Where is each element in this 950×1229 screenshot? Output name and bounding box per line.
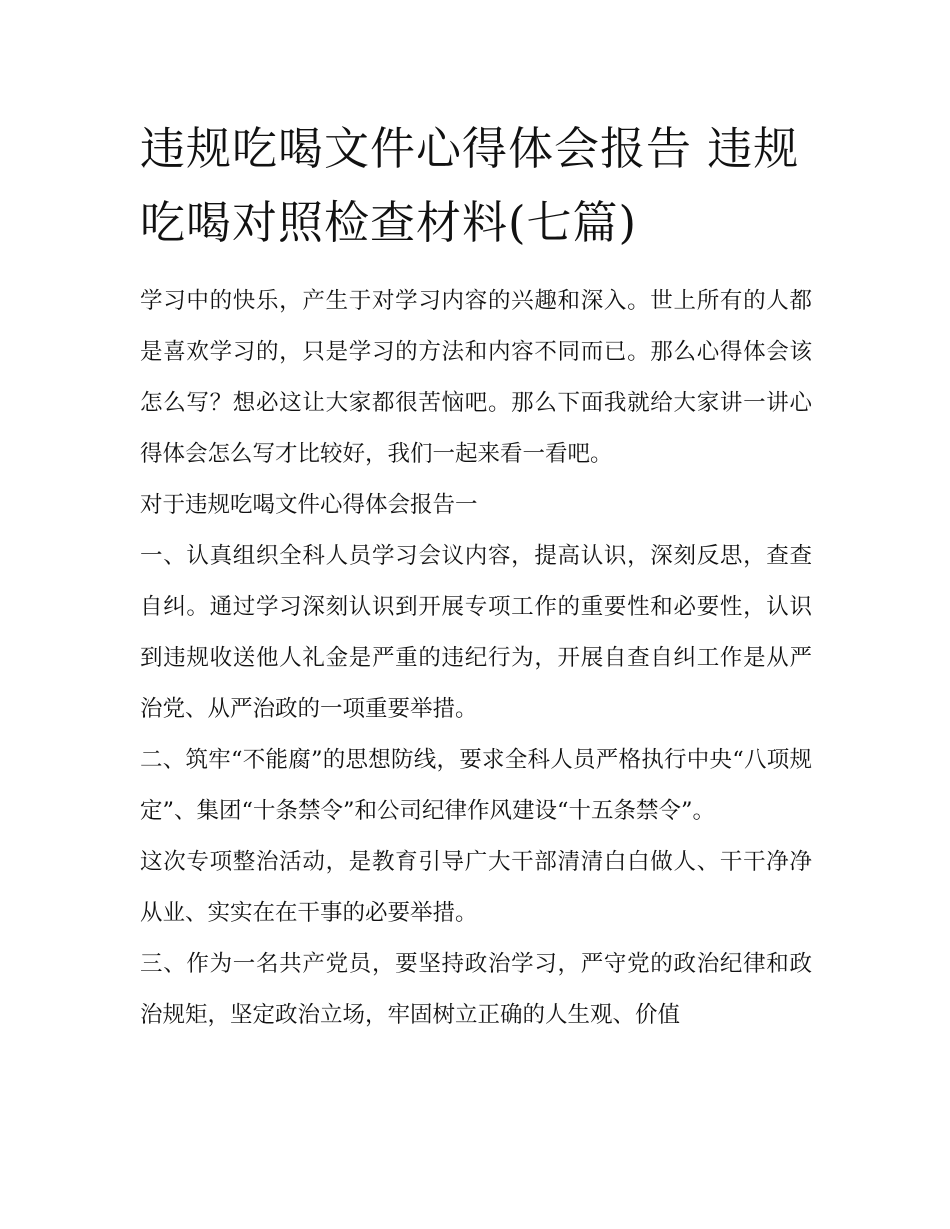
intro-paragraph: 学习中的快乐，产生于对学习内容的兴趣和深入。世上所有的人都是喜欢学习的，只是学习的方法和内容不同而已。那么心得体会该怎么写？想必这让大家都很苦恼吧。那么下面我就给大家讲一讲心得体会怎么写才比较好，我们一起来看一看吧。 (140, 288, 812, 467)
paragraph-item-1: 一、认真组织全科人员学习会议内容，提高认识，深刻反思，查查自纠。通过学习深刻认识到开展专项工作的重要性和必要性，认识到违规收送他人礼金是严重的违纪行为，开展自查自纠工作是从严治党、从严治政的一项重要举措。 (140, 543, 812, 722)
document-title: 违规吃喝文件心得体会报告 违规吃喝对照检查材料(七篇) (140, 122, 800, 249)
paragraph-item-3: 三、作为一名共产党员，要坚持政治学习，严守党的政治纪律和政治规矩，坚定政治立场，牢固树立正确的人生观、价值 (140, 951, 812, 1028)
section-heading: 对于违规吃喝文件心得体会报告一 (140, 492, 478, 518)
document-body (140, 276, 812, 1041)
paragraph-item-2: 二、筑牢“不能腐”的思想防线，要求全科人员严格执行中央“八项规定”、集团“十条禁令”和公司纪律作风建设“十五条禁令”。 (140, 747, 812, 824)
paragraph-campaign: 这次专项整治活动，是教育引导广大干部清清白白做人、干干净净从业、实实在在干事的必要举措。 (140, 849, 812, 926)
